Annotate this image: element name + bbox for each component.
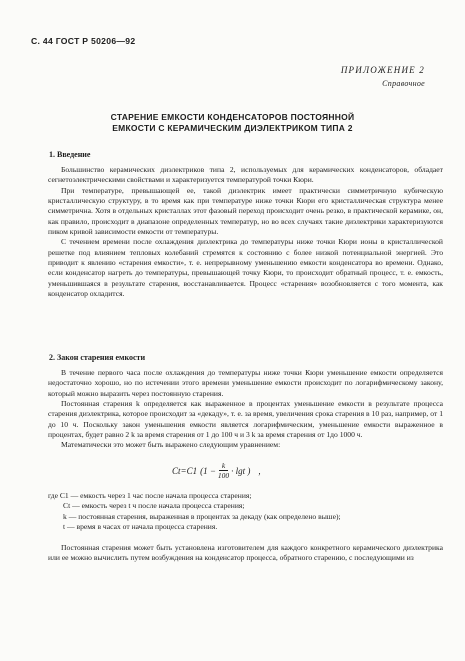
formula-denominator: 100 xyxy=(217,471,230,480)
formula-tail: · lgt ) xyxy=(231,465,251,476)
paragraph: Большинство керамических диэлектриков типа 2, используемых для керамических конденсаторов, обладает сегнетоэлектрическими свойствами и характеризуется температурой точки Кюри. xyxy=(48,165,443,185)
paragraph: При температуре, превышающей ее, такой диэлектрик имеет практически симметричную кубическую кристаллическую структуру, в то время как при температуре ниже точки Кюри его кристаллическая структура менее симметрична. Хотя в отдельных кристаллах этот фазовый переход происходит очень резко, в практической керамике, он, как правило, происходит в диапазоне определенных температур, но во всех случаях такие диэлектрики характеризуются пиком кривой зависимости емкости от температуры. xyxy=(48,185,443,237)
paragraph: С течением времени после охлаждения диэлектрика до температуры ниже точки Кюри ионы в кристаллической решетке под влиянием тепловых колебаний стремятся к состоянию с более низкой потенциальной энергией. Это приводит к явлению «старения емкости», т. е. непрерывному уменьшению емкости конденсатора во времени. Однако, если конденсатор нагреть до температуры, превышающей точку Кюри, то происходит обратный процесс, т. е. емкость, уменьшившаяся в результате старения, восстанавливается. Процесс «старения» возобновляется с того момента, как конденсатор охладится. xyxy=(48,237,443,299)
aging-formula xyxy=(172,461,261,480)
page-title xyxy=(30,112,435,134)
formula-end: , xyxy=(258,465,261,476)
appendix-label-block xyxy=(341,64,425,90)
title-line-2: ЕМКОСТИ С КЕРАМИЧЕСКИМ ДИЭЛЕКТРИКОМ ТИПА 2 xyxy=(112,123,353,133)
section-1-heading: 1. Введение xyxy=(49,150,91,159)
section-1-body xyxy=(48,165,443,299)
section-2-body xyxy=(48,368,443,451)
paragraph: Постоянная старения k определяется как выраженное в процентах уменьшение емкости в результате процесса старения диэлектрика, которое происходит за «декаду», т. е. за время, увеличения срока старения в 10 раз, например, от 1 до 10 ч. Поскольку закон уменьшения емкости является логарифмическим, уменьшение емкости выраженное в процентах, будет равно 2 k за время старения от 1 до 100 ч и 3 k за время старения от 1до 1000 ч. xyxy=(48,399,443,440)
document-code: С. 44 ГОСТ Р 50206—92 xyxy=(31,36,136,46)
variable-definitions xyxy=(48,491,443,532)
appendix-sublabel: Справочное xyxy=(382,79,425,88)
definition-item: Ct — емкость через t ч после начала процесса старения; xyxy=(63,501,245,511)
formula-numerator: k xyxy=(219,461,228,471)
section-2-heading: 2. Закон старения емкости xyxy=(49,353,146,362)
title-line-1: СТАРЕНИЕ ЕМКОСТИ КОНДЕНСАТОРОВ ПОСТОЯННОЙ xyxy=(110,112,355,122)
definition-item: t — время в часах от начала процесса старения. xyxy=(63,521,218,531)
definition-item: k — постоянная старения, выраженная в процентах за декаду (как определено выше); xyxy=(63,511,341,521)
paragraph: Постоянная старения может быть установлена изготовителем для каждого конкретного керамического диэлектрика или ее можно вычислить путем возбуждения на конденсатор процесса, обратного старению, с последующими из xyxy=(48,543,443,563)
definition-item: где C1 — емкость через 1 час после начала процесса старения; xyxy=(48,491,252,500)
closing-paragraph-block xyxy=(48,543,443,564)
paragraph: Математически это может быть выражено следующим уравнением: xyxy=(61,440,281,450)
formula-lhs: Ct=C1 xyxy=(172,465,198,476)
paragraph: В течение первого часа после охлаждения до температуры ниже точки Кюри уменьшение емкости определяется недостаточно хорошо, но по истечении этого времени уменьшение емкости происходит по логарифмическому закону, который можно выразить через постоянную старения. xyxy=(48,368,443,398)
appendix-label: ПРИЛОЖЕНИЕ 2 xyxy=(340,65,425,75)
formula-open: (1 − xyxy=(200,465,216,476)
formula-fraction xyxy=(218,461,229,480)
